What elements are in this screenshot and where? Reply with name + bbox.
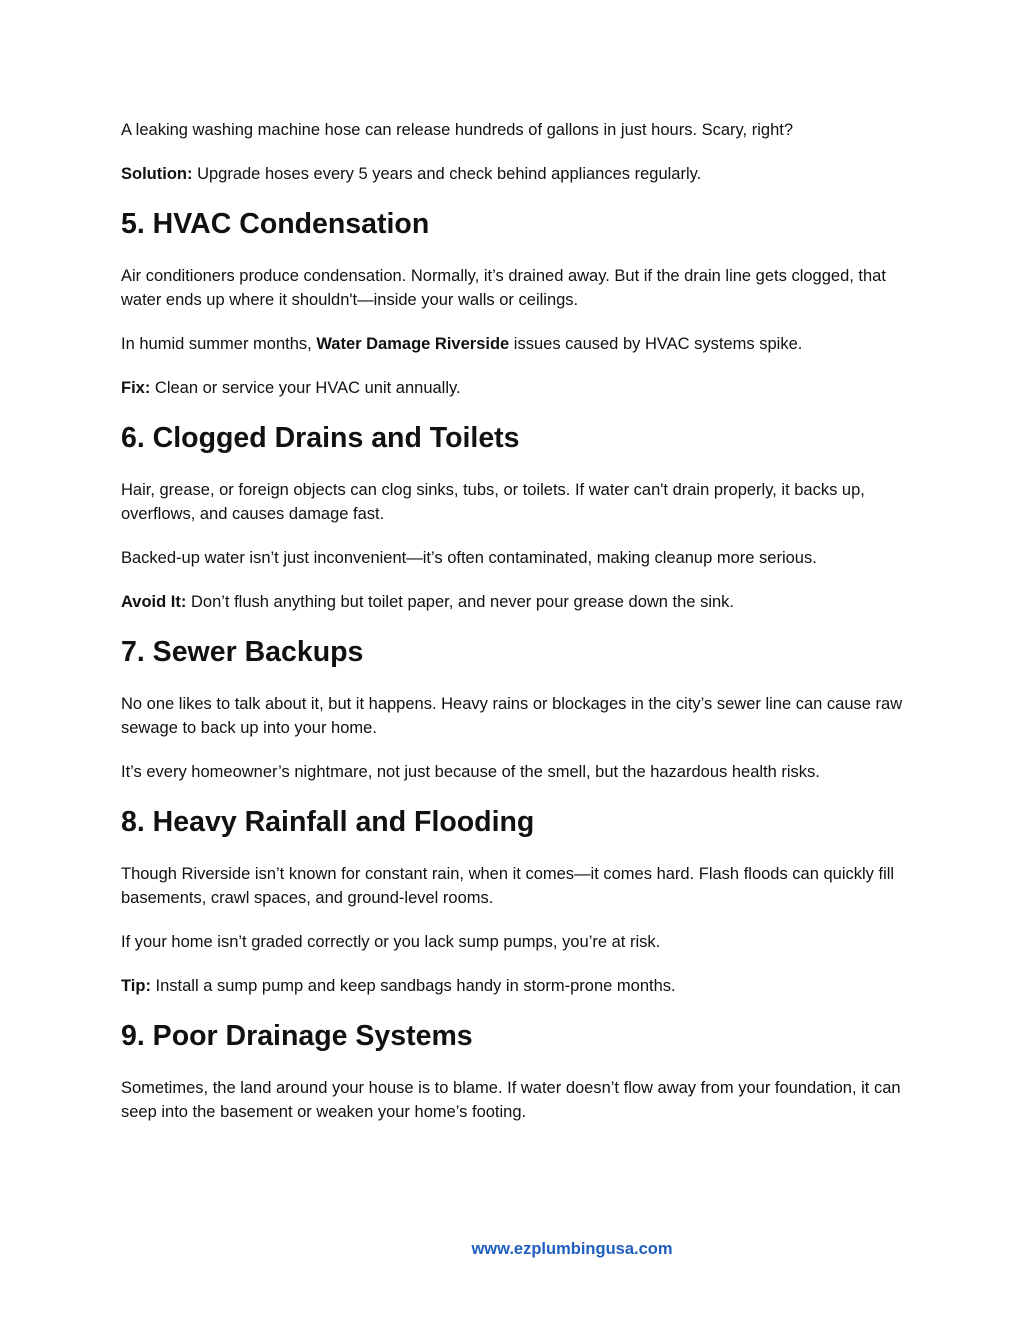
- drainage-paragraph-1: Sometimes, the land around your house is to blame. If water doesn’t flow away from your foundation, it can seep into the basement or weaken your home’s footing.: [121, 1079, 901, 1121]
- solution-label: Solution:: [121, 165, 193, 183]
- avoid-text: Don’t flush anything but toilet paper, and never pour grease down the sink.: [186, 593, 734, 611]
- website-link[interactable]: www.ezplumbingusa.com: [471, 1240, 673, 1258]
- rain-paragraph-2: If your home isn’t graded correctly or you lack sump pumps, you’re at risk.: [121, 933, 661, 951]
- solution-text: Upgrade hoses every 5 years and check behind appliances regularly.: [192, 165, 702, 183]
- heading-sewer-backups: 7. Sewer Backups: [121, 636, 364, 668]
- document-body: [121, 118, 911, 1144]
- fix-label: Fix:: [121, 379, 151, 397]
- rain-paragraph-1: Though Riverside isn’t known for constant rain, when it comes—it comes hard. Flash floods can quickly fill basements, crawl spaces, and ground-level rooms.: [121, 865, 895, 907]
- drains-avoid-paragraph: [121, 590, 911, 614]
- heading-poor-drainage: 9. Poor Drainage Systems: [121, 1020, 473, 1052]
- heading-heavy-rainfall: 8. Heavy Rainfall and Flooding: [121, 806, 535, 838]
- tip-label: Tip:: [121, 977, 151, 995]
- drains-paragraph-2: Backed-up water isn’t just inconvenient—it’s often contaminated, making cleanup more serious.: [121, 549, 817, 567]
- fix-text: Clean or service your HVAC unit annually.: [150, 379, 461, 397]
- rain-tip-paragraph: [121, 974, 911, 998]
- footer: [0, 1240, 1024, 1259]
- hvac-p2-keyword: Water Damage Riverside: [316, 335, 510, 353]
- hvac-fix-paragraph: [121, 376, 911, 400]
- avoid-label: Avoid It:: [121, 593, 187, 611]
- tip-text: Install a sump pump and keep sandbags handy in storm-prone months.: [150, 977, 676, 995]
- heading-clogged-drains: 6. Clogged Drains and Toilets: [121, 422, 520, 454]
- intro-paragraph: A leaking washing machine hose can release hundreds of gallons in just hours. Scary, right?: [121, 121, 794, 139]
- solution-paragraph: [121, 162, 911, 186]
- sewer-paragraph-2: It’s every homeowner’s nightmare, not just because of the smell, but the hazardous health risks.: [121, 763, 820, 781]
- heading-hvac-condensation: 5. HVAC Condensation: [121, 208, 430, 240]
- hvac-p2-post: issues caused by HVAC systems spike.: [509, 335, 803, 353]
- sewer-paragraph-1: No one likes to talk about it, but it happens. Heavy rains or blockages in the city’s sewer line can cause raw sewage to back up into your home.: [121, 695, 903, 737]
- drains-paragraph-1: Hair, grease, or foreign objects can clog sinks, tubs, or toilets. If water can't drain properly, it backs up, overflows, and causes damage fast.: [121, 481, 865, 523]
- hvac-paragraph-1: Air conditioners produce condensation. Normally, it’s drained away. But if the drain line gets clogged, that water ends up where it shouldn't—inside your walls or ceilings.: [121, 267, 886, 309]
- hvac-paragraph-2: [121, 332, 911, 356]
- hvac-p2-pre: In humid summer months,: [121, 335, 317, 353]
